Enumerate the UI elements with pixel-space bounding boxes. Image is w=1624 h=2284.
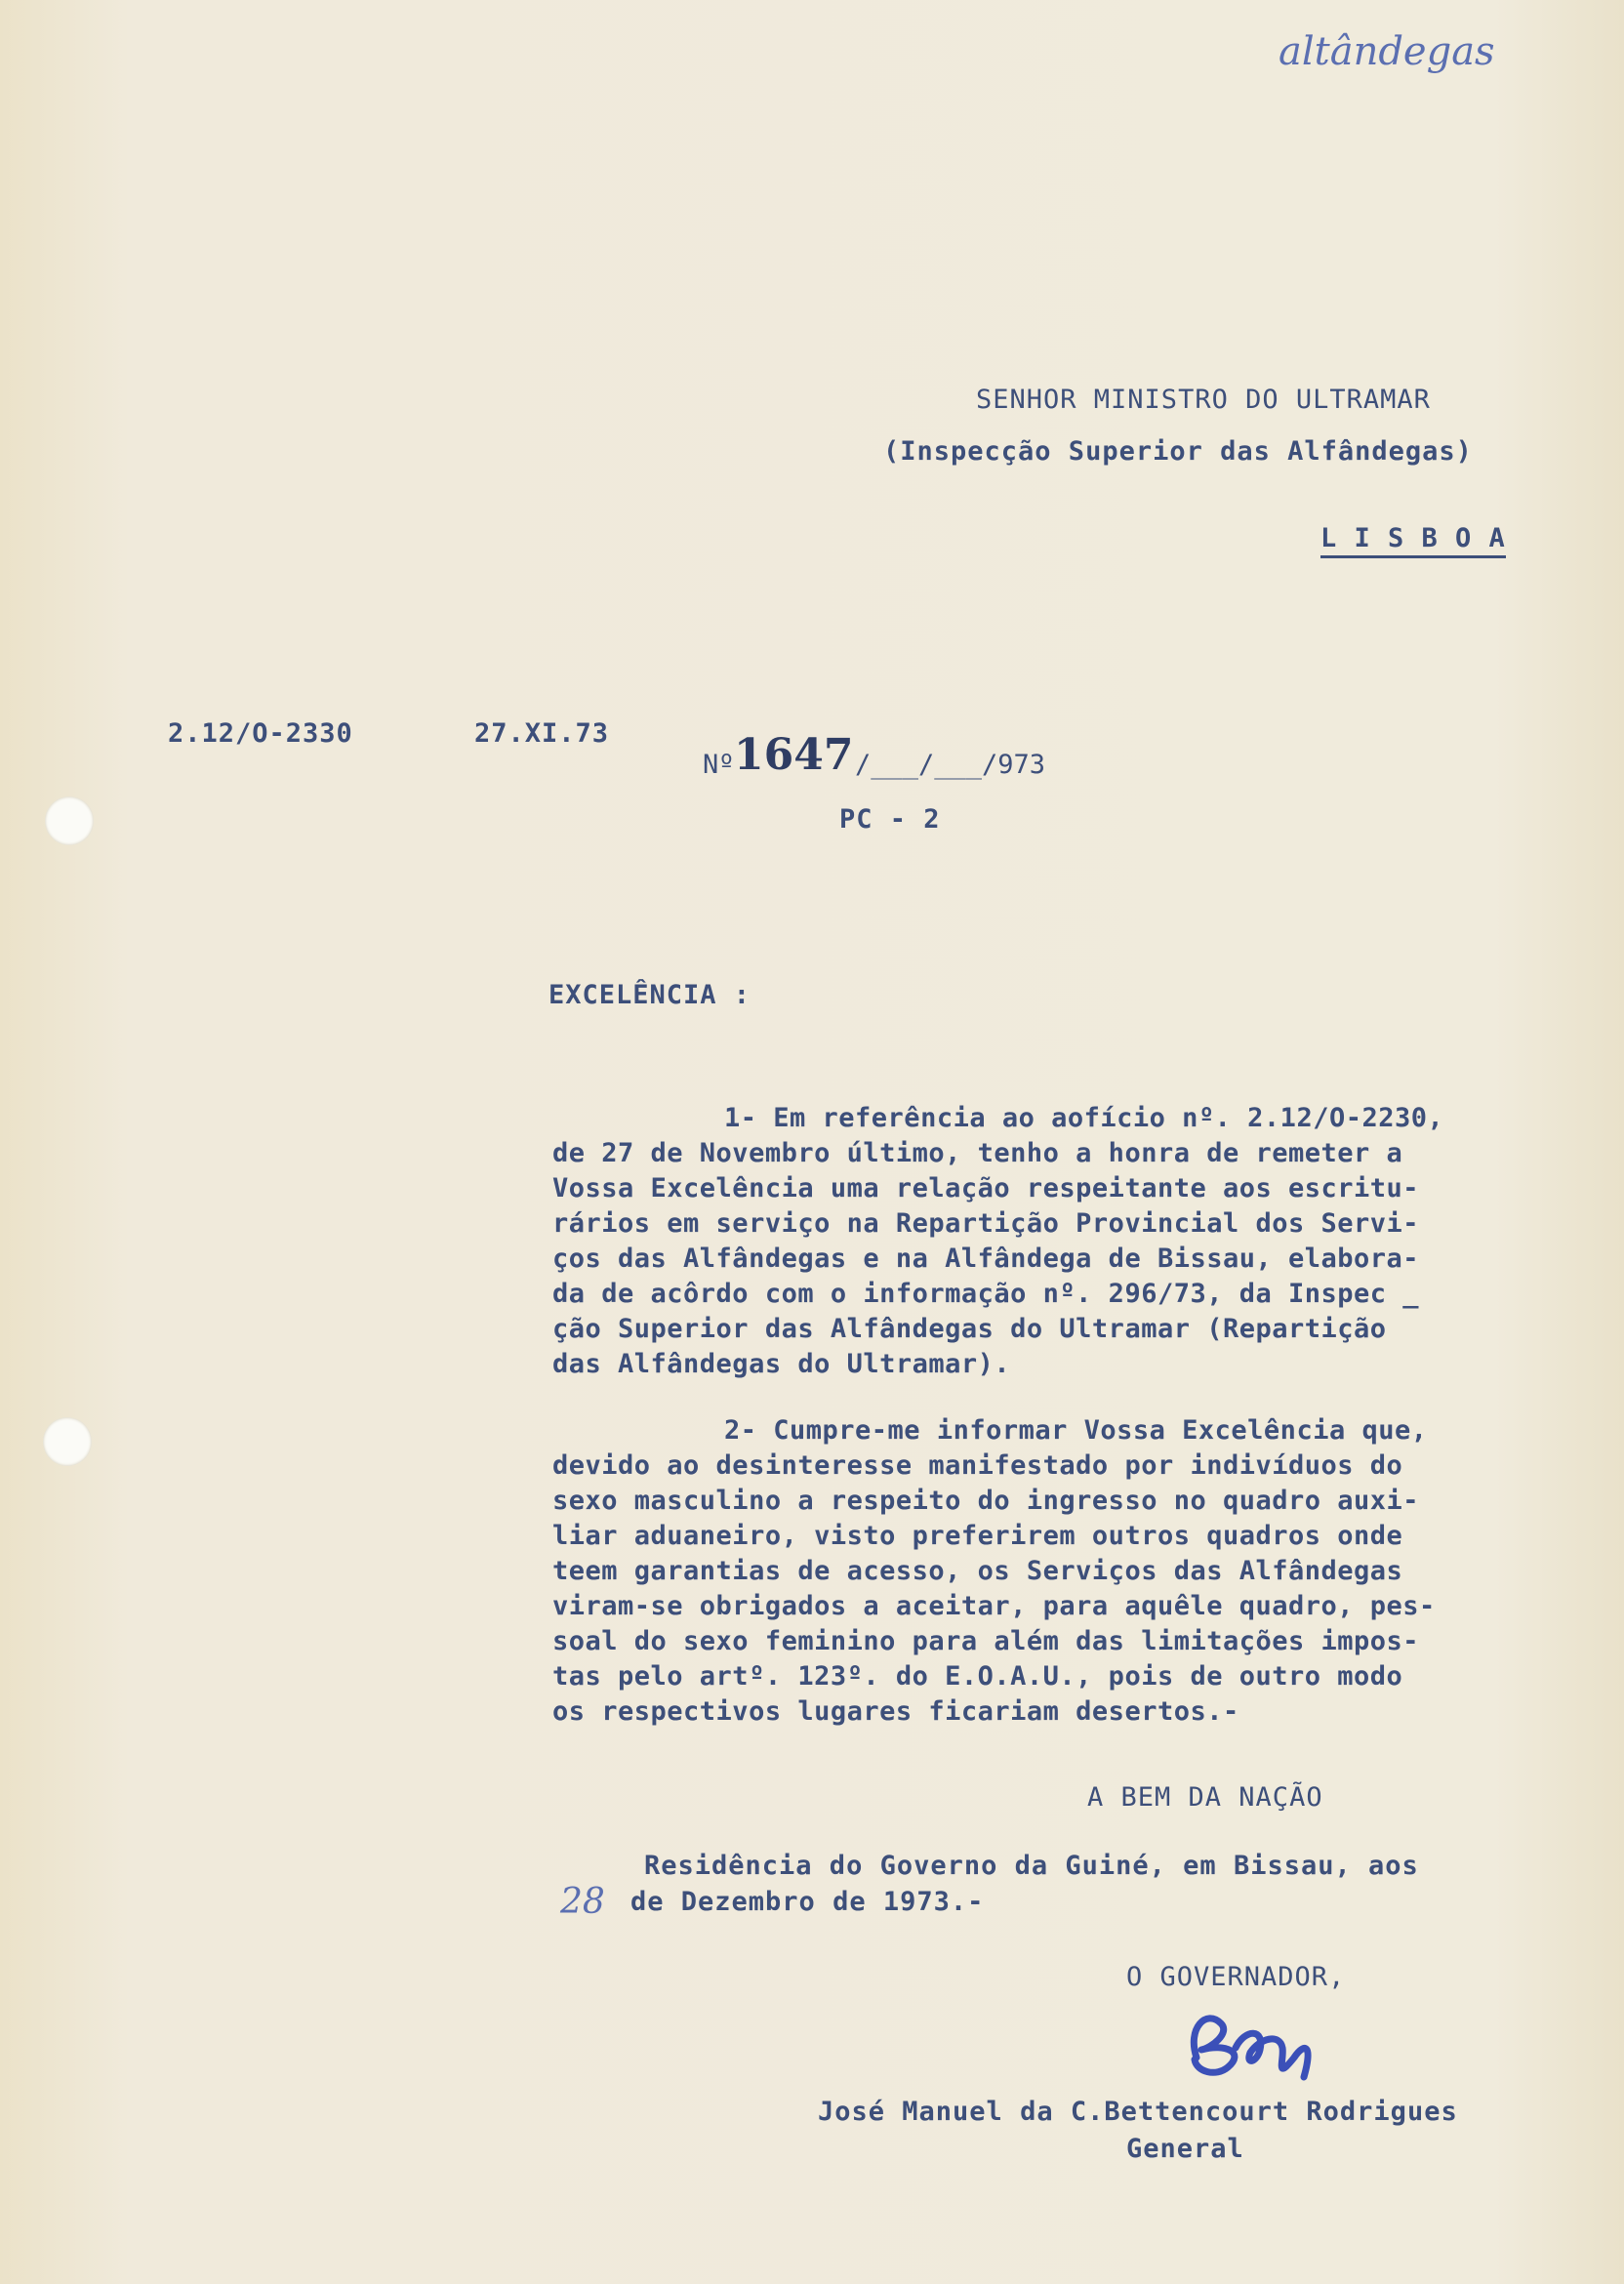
paragraph-2-line: soal do sexo feminino para além das limitações impos- bbox=[552, 1626, 1420, 1656]
reference-code: 2.12/O-2330 bbox=[168, 718, 353, 749]
signatory-rank: General bbox=[1126, 2134, 1244, 2164]
office-number-label: Nº bbox=[703, 750, 735, 780]
paragraph-1-line: da de acôrdo com o informação nº. 296/73, da Inspec _ bbox=[552, 1279, 1420, 1309]
paragraph-2-line: devido ao desinteresse manifestado por indivíduos do bbox=[552, 1450, 1403, 1481]
office-number-rest: /___/___/973 bbox=[855, 750, 1046, 780]
signature-image bbox=[1167, 1989, 1343, 2087]
paragraph-2-line: sexo masculino a respeito do ingresso no quadro auxi- bbox=[552, 1486, 1420, 1516]
closing-formula: A BEM DA NAÇÃO bbox=[1087, 1782, 1323, 1813]
paragraph-1-line: de 27 de Novembro último, tenho a honra de remeter a bbox=[552, 1138, 1403, 1168]
paragraph-2-line: os respectivos lugares ficariam desertos.- bbox=[552, 1696, 1239, 1727]
paragraph-1-line: ços das Alfândegas e na Alfândega de Bissau, elabora- bbox=[552, 1244, 1420, 1274]
paragraph-1-line: ção Superior das Alfândegas do Ultramar (Repartição bbox=[552, 1314, 1387, 1344]
addressee-city: L I S B O A bbox=[1320, 523, 1506, 553]
paragraph-2-line: viram-se obrigados a aceitar, para aquêle quadro, pes- bbox=[552, 1591, 1436, 1621]
punch-hole bbox=[45, 796, 94, 845]
paragraph-1-line: das Alfândegas do Ultramar). bbox=[552, 1349, 1011, 1379]
paragraph-2-line: teem garantias de acesso, os Serviços das Alfândegas bbox=[552, 1556, 1403, 1586]
reference-date: 27.XI.73 bbox=[474, 718, 610, 749]
process-code: PC - 2 bbox=[839, 804, 941, 835]
paragraph-2 bbox=[552, 1413, 1436, 1730]
paragraph-1-line: rários em serviço na Repartição Provincial dos Servi- bbox=[552, 1208, 1420, 1239]
paragraph-1-line: 1- Em referência ao aofício nº. 2.12/O-2230, bbox=[724, 1103, 1444, 1133]
paragraph-2-line: 2- Cumpre-me informar Vossa Excelência que, bbox=[724, 1415, 1428, 1446]
salutation: EXCELÊNCIA : bbox=[548, 980, 751, 1010]
paragraph-2-line: liar aduaneiro, visto preferirem outros quadros onde bbox=[552, 1521, 1403, 1551]
place-line-1: Residência do Governo da Guiné, em Bissau, aos bbox=[644, 1851, 1419, 1881]
handwritten-day: 28 bbox=[560, 1882, 605, 1922]
handwritten-annotation: altândegas bbox=[1279, 29, 1495, 74]
addressee-line2: (Inspecção Superior das Alfândegas) bbox=[883, 436, 1473, 467]
office-number-stamp: 1647 bbox=[734, 730, 854, 780]
signatory-name: José Manuel da C.Bettencourt Rodrigues bbox=[818, 2097, 1458, 2127]
signatory-title: O GOVERNADOR, bbox=[1126, 1962, 1346, 1992]
paragraph-1 bbox=[552, 1101, 1443, 1382]
punch-hole bbox=[43, 1417, 92, 1466]
paragraph-2-line: tas pelo artº. 123º. do E.O.A.U., pois de outro modo bbox=[552, 1661, 1403, 1692]
paragraph-1-line: Vossa Excelência uma relação respeitante aos escritu- bbox=[552, 1173, 1420, 1203]
addressee-line1: SENHOR MINISTRO DO ULTRAMAR bbox=[976, 385, 1431, 415]
place-line-2: de Dezembro de 1973.- bbox=[630, 1887, 985, 1917]
